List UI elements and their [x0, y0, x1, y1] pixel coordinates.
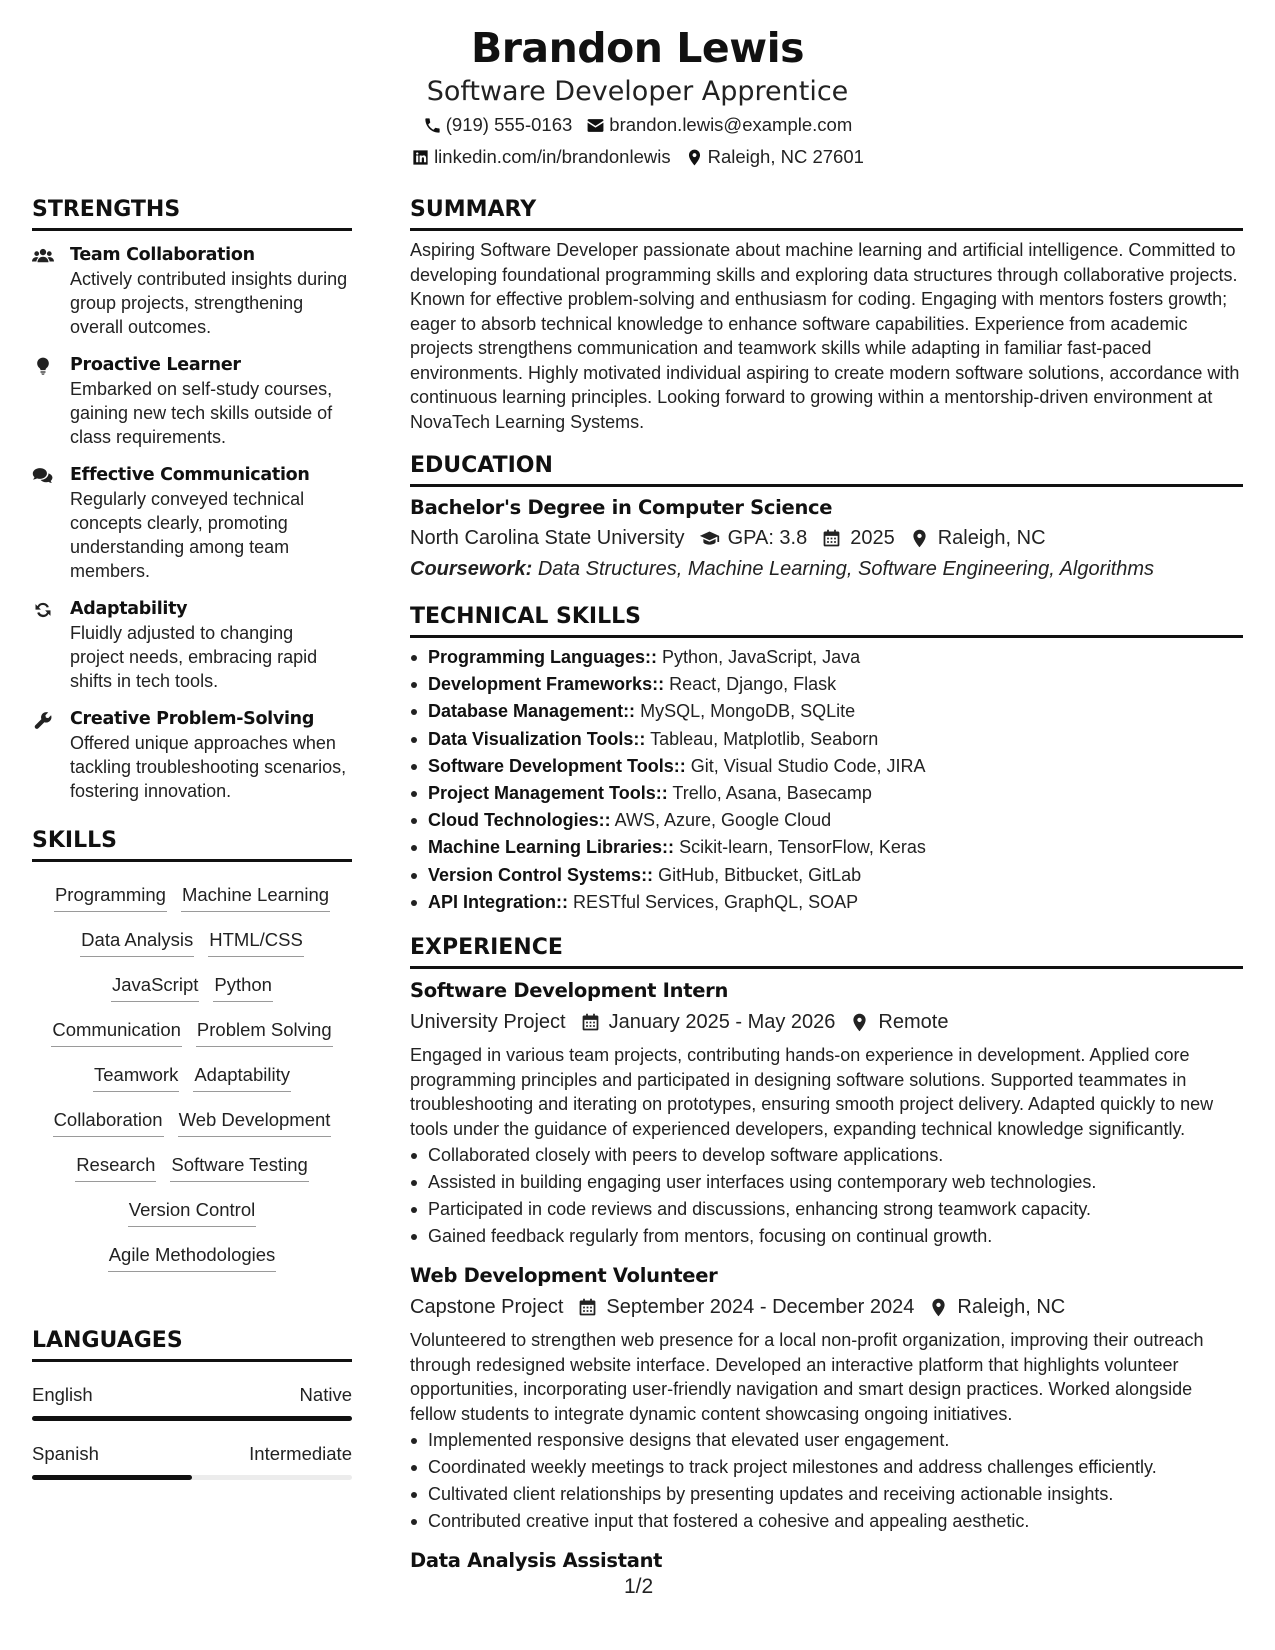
job-meta	[410, 1007, 1243, 1037]
coursework-list: Data Structures, Machine Learning, Software Engineering, Algorithms	[537, 558, 1155, 580]
skill-tag: Machine Learning	[181, 882, 330, 912]
strength-item	[32, 707, 352, 803]
technical-skills-heading: TECHNICAL SKILLS	[410, 601, 1243, 638]
skill-tag: Problem Solving	[196, 1017, 333, 1047]
skill-tag: Teamwork	[93, 1062, 179, 1092]
language-proficiency-fill	[32, 1416, 352, 1421]
language-level: Intermediate	[249, 1443, 352, 1464]
skill-category: Machine Learning Libraries::	[428, 837, 675, 858]
strength-title: Adaptability	[70, 599, 188, 619]
skill-category: Programming Languages::	[428, 647, 658, 667]
map-pin-icon	[909, 528, 930, 549]
calendar-icon	[821, 528, 842, 549]
skill-tag: Adaptability	[193, 1062, 291, 1092]
languages-section	[32, 1325, 352, 1480]
language-item	[32, 1382, 352, 1421]
experience-section	[410, 932, 1243, 1577]
list-item: Assisted in building engaging user interfaces using contemporary web technologies.	[410, 1169, 1243, 1196]
education-meta	[410, 523, 1243, 553]
list-item: Contributed creative input that fostered a cohesive and appealing aesthetic.	[410, 1508, 1243, 1535]
technical-skills-list	[410, 644, 1243, 916]
sync-icon	[32, 600, 54, 620]
strength-title: Proactive Learner	[70, 355, 241, 375]
language-level: Native	[299, 1384, 352, 1405]
skill-tag: Communication	[51, 1017, 182, 1047]
job-location: Remote	[878, 1011, 949, 1034]
skill-tag: Software Testing	[170, 1152, 308, 1182]
skill-values: Python, JavaScript, Java	[662, 647, 861, 667]
strength-title: Creative Problem-Solving	[70, 709, 315, 729]
candidate-name: Brandon Lewis	[470, 24, 805, 72]
contact-row-1	[0, 109, 1275, 141]
skill-tag: HTML/CSS	[208, 927, 304, 957]
education-heading: EDUCATION	[410, 450, 1243, 487]
job-entry	[410, 975, 1243, 1250]
list-item	[410, 889, 1243, 916]
job-org: University Project	[410, 1011, 566, 1034]
job-entry	[410, 1545, 1243, 1577]
strength-item	[32, 243, 352, 339]
gpa: GPA: 3.8	[727, 527, 808, 549]
coursework-label: Coursework:	[410, 558, 533, 580]
phone-contact	[423, 109, 573, 141]
calendar-icon	[580, 1012, 601, 1033]
linkedin-icon	[411, 148, 430, 167]
strength-desc: Fluidly adjusted to changing project needs, embracing rapid shifts in tech tools.	[70, 623, 318, 691]
list-item	[410, 862, 1243, 889]
job-meta	[410, 1292, 1243, 1322]
list-item: Coordinated weekly meetings to track project milestones and address challenges efficiently.	[410, 1454, 1243, 1481]
skill-tag: JavaScript	[111, 972, 199, 1002]
right-column	[410, 194, 1243, 1577]
skill-tag: Collaboration	[53, 1107, 164, 1137]
map-pin-icon	[685, 148, 704, 167]
strength-desc: Offered unique approaches when tackling troubleshooting scenarios, fostering innovation.	[70, 733, 347, 801]
email-address[interactable]: brandon.lewis@example.com	[609, 114, 853, 135]
skill-values: React, Django, Flask	[669, 674, 837, 695]
lightbulb-icon	[32, 356, 54, 376]
list-item	[410, 698, 1243, 725]
list-item: Implemented responsive designs that elevated user engagement.	[410, 1427, 1243, 1454]
list-item	[410, 726, 1243, 753]
strength-desc: Regularly conveyed technical concepts clearly, promoting understanding among team members.	[70, 489, 305, 581]
summary-heading: SUMMARY	[410, 194, 1243, 231]
map-pin-icon	[849, 1012, 870, 1033]
skill-tag: Python	[213, 972, 273, 1002]
skill-values: Tableau, Matplotlib, Seaborn	[650, 728, 879, 749]
users-icon	[32, 246, 54, 266]
resume-header	[0, 22, 1275, 173]
left-column	[32, 194, 352, 1480]
job-description: Engaged in various team projects, contributing hands-on experience in development. Applied core programming principles and participated in designing software solutions. Supported teammates in troubleshooting and iterating on prototypes, ensuring smooth project delivery. Adapted quickly to new tools under the guidance of experienced developers, expanding technical knowledge significantly.	[410, 1045, 1214, 1139]
experience-heading: EXPERIENCE	[410, 932, 1243, 969]
coursework	[410, 553, 1243, 585]
skill-values: MySQL, MongoDB, SQLite	[640, 701, 856, 722]
job-title: Software Development Intern	[410, 979, 729, 1003]
strength-title: Effective Communication	[70, 465, 310, 485]
linkedin-contact[interactable]	[411, 141, 671, 173]
list-item	[410, 644, 1243, 671]
strength-title: Team Collaboration	[70, 245, 255, 265]
skills-section	[32, 825, 352, 1279]
skill-tag: Version Control	[128, 1197, 256, 1227]
candidate-title: Software Developer Apprentice	[426, 76, 849, 107]
education-section	[410, 450, 1243, 585]
strength-item	[32, 353, 352, 449]
skill-values: GitHub, Bitbucket, GitLab	[658, 864, 862, 885]
contact-row-2	[0, 141, 1275, 173]
graduation-year: 2025	[850, 527, 895, 549]
graduation-cap-icon	[699, 528, 720, 549]
list-item	[410, 834, 1243, 861]
list-item	[410, 753, 1243, 780]
skill-tag: Web Development	[178, 1107, 332, 1137]
language-name: Spanish	[32, 1443, 99, 1464]
list-item: Collaborated closely with peers to develop software applications.	[410, 1142, 1243, 1169]
list-item: Gained feedback regularly from mentors, focusing on continual growth.	[410, 1223, 1243, 1250]
strengths-heading: STRENGTHS	[32, 194, 352, 231]
strength-item	[32, 597, 352, 693]
phone-icon	[423, 116, 442, 135]
skill-category: API Integration::	[428, 891, 568, 912]
list-item	[410, 671, 1243, 698]
job-org: Capstone Project	[410, 1296, 564, 1319]
map-pin-icon	[928, 1297, 949, 1318]
language-item	[32, 1441, 352, 1480]
phone-number: (919) 555-0163	[445, 114, 573, 135]
skill-values: AWS, Azure, Google Cloud	[614, 810, 832, 831]
skill-category: Cloud Technologies::	[428, 810, 611, 831]
location-contact	[685, 141, 864, 173]
job-entry	[410, 1260, 1243, 1535]
job-dates: September 2024 - December 2024	[606, 1296, 915, 1319]
job-title: Web Development Volunteer	[410, 1264, 718, 1288]
wrench-icon	[32, 710, 54, 730]
skill-category: Database Management::	[428, 701, 636, 722]
summary-text: Aspiring Software Developer passionate about machine learning and artificial intelligence. Committed to developing foundational programming skills and exploring data structures through collaborative projects. Known for effective problem-solving and enthusiasm for coding. Engaging with mentors fosters growth; eager to absorb technical knowledge to enhance software capabilities. Experience from academic projects strengthens communication and teamwork skills while adapting in familiar fast-paced environments. Highly motivated individual aspiring to create modern software solutions, accordance with continuous learning principles. Looking forward to growing within a mentorship-driven environment at NovaTech Learning Systems.	[410, 240, 1240, 432]
list-item	[410, 807, 1243, 834]
page-number: 1/2	[624, 1575, 654, 1598]
job-bullets	[410, 1427, 1243, 1535]
languages-heading: LANGUAGES	[32, 1325, 352, 1362]
school-name: North Carolina State University	[410, 527, 685, 549]
list-item	[410, 780, 1243, 807]
comments-icon	[32, 466, 54, 486]
language-proficiency-bar	[32, 1416, 352, 1421]
skill-values: RESTful Services, GraphQL, SOAP	[573, 891, 859, 912]
skill-tag: Data Analysis	[80, 927, 194, 957]
school-location: Raleigh, NC	[937, 527, 1046, 549]
strength-desc: Embarked on self-study courses, gaining new tech skills outside of class requirements.	[70, 379, 333, 447]
skill-category: Project Management Tools::	[428, 783, 668, 804]
linkedin-url[interactable]: linkedin.com/in/brandonlewis	[434, 146, 671, 167]
skill-category: Development Frameworks::	[428, 674, 665, 695]
list-item: Participated in code reviews and discussions, enhancing strong teamwork capacity.	[410, 1196, 1243, 1223]
strength-desc: Actively contributed insights during group projects, strengthening overall outcomes.	[70, 269, 348, 337]
skill-values: Git, Visual Studio Code, JIRA	[690, 755, 926, 776]
skill-tag: Agile Methodologies	[108, 1242, 277, 1272]
envelope-icon	[586, 116, 605, 135]
skill-category: Version Control Systems::	[428, 864, 654, 885]
job-bullets	[410, 1142, 1243, 1250]
email-contact[interactable]	[586, 109, 852, 141]
language-proficiency-bar	[32, 1475, 352, 1480]
job-title: Data Analysis Assistant	[410, 1549, 663, 1573]
job-description: Volunteered to strengthen web presence for a local non-profit organization, improving their outreach through redesigned website interface. Developed an interactive platform that highlights volunteer opportunities, incorporating user-friendly navigation and smart design practices. Worked alongside fellow students to integrate dynamic content showcasing ongoing initiatives.	[410, 1330, 1204, 1424]
language-name: English	[32, 1384, 93, 1405]
skills-tags	[32, 874, 352, 1279]
job-dates: January 2025 - May 2026	[608, 1011, 836, 1034]
skill-values: Scikit-learn, TensorFlow, Keras	[679, 837, 926, 858]
job-location: Raleigh, NC	[957, 1296, 1066, 1319]
skills-heading: SKILLS	[32, 825, 352, 862]
skill-category: Data Visualization Tools::	[428, 728, 646, 749]
strength-item	[32, 463, 352, 583]
strengths-list	[32, 243, 352, 803]
skill-category: Software Development Tools::	[428, 755, 686, 776]
skill-values: Trello, Asana, Basecamp	[672, 783, 872, 804]
skill-tag: Programming	[54, 882, 167, 912]
technical-skills-section	[410, 601, 1243, 916]
home-location: Raleigh, NC 27601	[707, 146, 864, 167]
language-proficiency-fill	[32, 1475, 192, 1480]
degree-title: Bachelor's Degree in Computer Science	[410, 496, 833, 519]
skill-tag: Research	[75, 1152, 156, 1182]
list-item: Cultivated client relationships by presenting updates and receiving actionable insights.	[410, 1481, 1243, 1508]
calendar-icon	[577, 1297, 598, 1318]
